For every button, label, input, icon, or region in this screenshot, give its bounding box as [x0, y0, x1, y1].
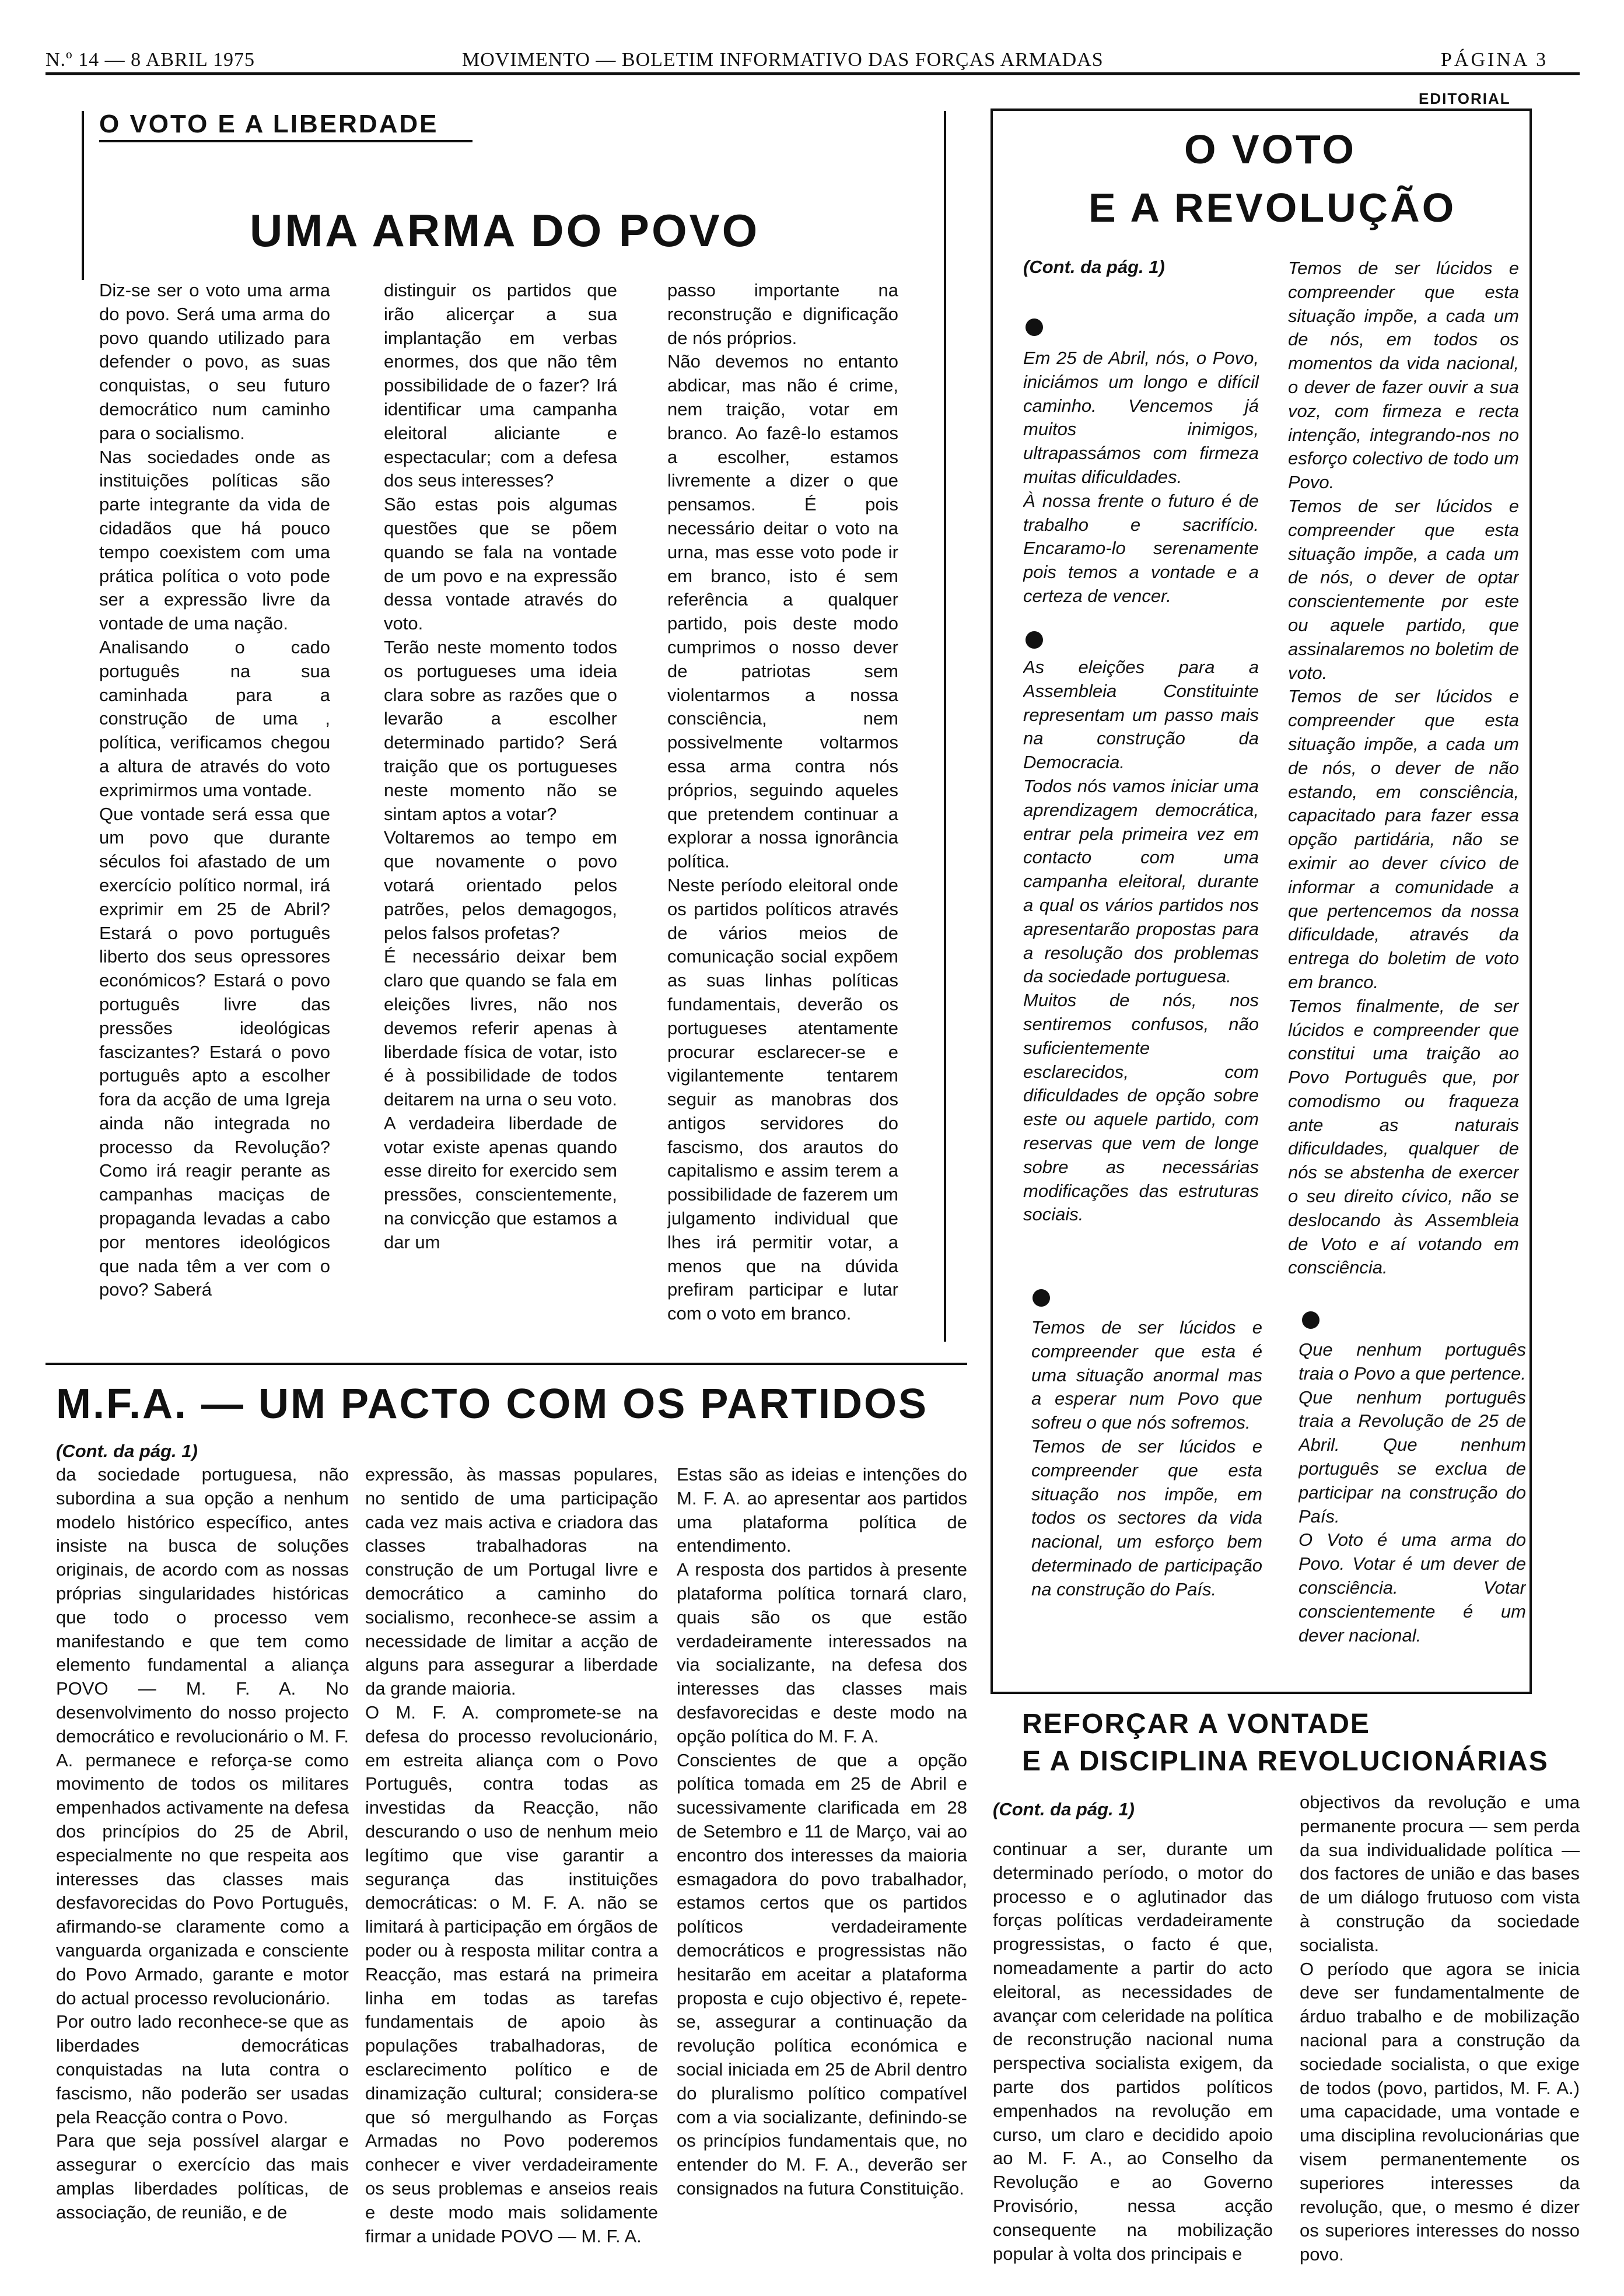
editorial-column-1b: As eleições para a Assembleia Constituinte representam um passo mais na construção da Democracia. Todos nós vamos iniciar uma aprendizagem democrática, entrar pela primeira vez em contacto com uma campanha eleitoral, durante a qual os vários partidos nos apresentarão propostas para a resolução dos problemas da sociedade portuguesa. Muitos de nós, nos sentiremos confusos, não suficientemente esclarecidos, com dificuldades de opção sobre este ou aquele partido, com reservas que vem de longe sobre as necessárias modificações das estruturas sociais. [1023, 657, 1259, 1225]
editorial-continued-note: (Cont. da pág. 1) [1023, 257, 1165, 277]
editorial-headline-line-1: O VOTO [1184, 127, 1356, 172]
masthead-title: MOVIMENTO — BOLETIM INFORMATIVO DAS FORÇAS ARMADAS [462, 49, 1104, 71]
editorial-headline-line-2: E A REVOLUÇÃO [1088, 185, 1457, 230]
article2-continued-note: (Cont. da pág. 1) [56, 1441, 198, 1461]
editorial-column-2b: Que nenhum português traia o Povo a que pertence. Que nenhum português traia a Revolução de 25 de Abril. Que nenhum português se exclua de participar na construção do País. O Voto é uma arma do Povo. Votar é um dever de consciência. Votar conscientemente é um dever nacional. [1298, 1339, 1526, 1646]
editorial-bullet-2 [1026, 631, 1043, 649]
editorial-bullet-4 [1302, 1311, 1320, 1329]
header-rule [46, 72, 1580, 75]
editorial-column-2: Temos de ser lúcidos e compreender que esta situação impõe, a cada um de nós, em todos os momentos da vida nacional, o dever de fazer ouvir a sua voz, com firmeza e recta intenção, integrando-nos no esforço colectivo de todo um Povo. Temos de ser lúcidos e compreender que esta situação impõe, a cada um de nós, o dever de optar conscientemente por este ou aquele partido, que assinalaremos no boletim de voto. Temos de ser lúcidos e compreender que esta situação impõe, a cada um de nós, o dever de não estando, em consciência, capacitado para fazer essa opção partidária, não se eximir ao dever cívico de informar a comunidade a que pertencemos da nossa dificuldade, através da entrega do boletim de voto em branco. Temos finalmente, de ser lúcidos e compreender que constitui uma traição ao Povo Português que, por comodismo ou fraqueza ante as naturais dificuldades, qualquer de nós se abstenha de exercer o seu direito cívico, não se deslocando às Assembleia de Voto e aí votando em consciência. [1288, 258, 1519, 1278]
article2-column-3: Estas são as ideias e intenções do M. F. A. ao apresentar aos partidos uma plataforma política de entendimento. A resposta dos partidos à presente plataforma política tornará claro, quais são os que estão verdadeiramente interessados na via socializante, na defesa dos interesses das classes mais desfavorecidas e deste modo na opção política do M. F. A. Conscientes de que a opção política tomada em 25 de Abril e sucessivamente clarificada em 28 de Setembro e 11 de Março, vai ao encontro dos interesses da maioria esmagadora do povo trabalhador, estamos certos que os partidos políticos verdadeiramente democráticos e progressistas não hesitarão em aceitar a plataforma proposta e cujo objectivo é, repete-se, assegurar a continuação da revolução política económica e social iniciada em 25 de Abril dentro do pluralismo político compatível com a via socializante, definindo-se os princípios fundamentais que, no entender do M. F. A., deverão ser consignados na futura Constituição. [677, 1464, 967, 2199]
article-right-rule [944, 111, 946, 1342]
article2-column-2: expressão, às massas populares, no sentido de uma participação cada vez mais activa e criadora das classes trabalhadoras na construção de um Portugal livre e democrático a caminho do socialismo, reconhece-se assim a necessidade de limitar a acção de alguns para assegurar a liberdade da grande maioria. O M. F. A. compromete-se na defesa do processo revolucionário, em estreita aliança com o Povo Português, contra todas as investidas da Reacção, não descurando o uso de nenhum meio legítimo que vise garantir a segurança das instituições democráticas: o M. F. A. não se limitará à participação em órgãos de poder ou à resposta militar contra a Reacção, mas estará na primeira linha em todas as tarefas fundamentais de apoio às populações trabalhadoras, de esclarecimento político e de dinamização cultural; considera-se que só mergulhando as Forças Armadas no Povo poderemos conhecer e viver verdadeiramente os seus problemas e anseios reais e deste modo mais solidamente firmar a unidade POVO — M. F. A. [365, 1464, 658, 2246]
editorial-label: EDITORIAL [1412, 90, 1518, 108]
article-headline: UMA ARMA DO POVO [250, 205, 760, 256]
article-kicker: O VOTO E A LIBERDADE [99, 110, 439, 138]
page-number: PÁGINA 3 [1441, 49, 1549, 71]
article2-column-1: da sociedade portuguesa, não subordina a sua opção a nenhum modelo histórico específico, antes insiste na busca de soluções originais, de acordo com as nossas próprias singularidades históricas que todo o processo vem manifestando e que tem como elemento fundamental a aliança POVO — M. F. A. No desenvolvimento do nosso projecto democrático e revolucionário o M. F. A. permanece e reforça-se como movimento de todos os militares empenhados activamente na defesa dos princípios do 25 de Abril, especialmente no que respeita aos interesses das classes mais desfavorecidas do Povo Português, afirmando-se claramente como a vanguarda organizada e consciente do Povo Armado, garante e motor do actual processo revolucionário. Por outro lado reconhece-se que as liberdades democráticas conquistadas na luta contra o fascismo, não poderão ser usadas pela Reacção contra o Povo. Para que seja possível alargar e assegurar o exercício das mais amplas liberdades políticas, de associação, de reunião, e de [56, 1464, 349, 2222]
article1-column-3: passo importante na reconstrução e dignificação de nós próprios. Não devemos no entanto abdicar, mas não é crime, nem traição, votar em branco. Ao fazê-lo estamos a escolher, estamos livremente a dizer o que pensamos. É pois necessário deitar o voto na urna, mas esse voto pode ir em branco, isto é sem referência a qualquer partido, pois deste modo cumprimos o nosso dever de patriotas sem violentarmos a nossa consciência, nem possivelmente voltarmos essa arma contra nós próprios, seguindo aqueles que pretendem continuar a explorar a nossa ignorância política. Neste período eleitoral onde os partidos políticos através de vários meios de comunicação social expõem as suas linhas políticas fundamentais, deverão os portugueses atentamente procurar esclarecer-se e vigilantemente tentarem seguir as manobras dos antigos servidores do fascismo, dos arautos do capitalismo e assim terem a possibilidade de fazerem um julgamento individual que lhes irá permitir votar, a menos que na dúvida prefiram participar e lutar com o voto em branco. [667, 280, 898, 1324]
article1-column-1: Diz-se ser o voto uma arma do povo. Será uma arma do povo quando utilizado para defender o povo, as suas conquistas, o seu futuro democrático num caminho para o socialismo. Nas sociedades onde as instituições políticas são parte integrante da vida de cidadãos que há pouco tempo coexistem com uma prática política o voto pode ser a expressão livre da vontade de uma nação. Analisando o cado português na sua caminhada para a construção de uma , política, verificamos chegou a altura de através do voto exprimirmos uma vontade. Que vontade será essa que um povo que durante séculos foi afastado de um exercício político normal, irá exprimir em 25 de Abril? Estará o povo português liberto dos seus opressores económicos? Estará o povo português livre das pressões ideológicas fascizantes? Estará o povo português apto a escolher fora da acção de uma Igreja ainda não integrada no processo da Revolução? Como irá reagir perante as campanhas maciças de propaganda levadas a cabo por mentores ideológicos que nada têm a ver com o povo? Saberá [99, 280, 330, 1300]
editorial-bullet-3 [1032, 1289, 1050, 1307]
editorial-column-1a: Em 25 de Abril, nós, o Povo, iniciámos um longo e difícil caminho. Vencemos já muitos inimigos, ultrapassámos com firmeza muitas dificuldades. À nossa frente o futuro é de trabalho e sacrifício. Encaramo-lo serenamente pois temos a vontade e a certeza de vencer. [1023, 348, 1259, 606]
article3-headline-line-1: REFORÇAR A VONTADE [1022, 1709, 1370, 1740]
kicker-underline [99, 140, 473, 142]
article3-headline-line-2: E A DISCIPLINA REVOLUCIONÁRIAS [1022, 1746, 1549, 1777]
article-left-rule [82, 111, 84, 280]
article3-continued-note: (Cont. da pág. 1) [993, 1799, 1135, 1819]
issue-info: N.º 14 — 8 ABRIL 1975 [46, 49, 255, 71]
article3-column-2: objectivos da revolução e uma permanente procura — sem perda da sua individualidade política — dos factores de união e das bases de um diálogo frutuoso com vista à construção da sociedade socialista. O período que agora se inicia deve ser fundamentalmente de árduo trabalho e de mobilização nacional para a construção da sociedade socialista, o que exige de todos (povo, partidos, M. F. A.) uma capacidade, uma vontade e uma disciplina revolucionárias que visem permanentemente os superiores interesses da revolução, que, o mesmo é dizer os superiores interesses do nosso povo. [1300, 1792, 1580, 2265]
article2-headline: M.F.A. — UM PACTO COM OS PARTIDOS [56, 1381, 929, 1427]
editorial-bullet-1 [1026, 318, 1043, 336]
article2-top-rule [46, 1363, 967, 1365]
article3-column-1: continuar a ser, durante um determinado período, o motor do processo e o aglutinador das forças políticas verdadeiramente progressistas, o facto é que, nomeadamente a partir do acto eleitoral, as necessidades de avançar com celeridade na política de reconstrução nacional numa perspectiva socialista exigem, da parte dos partidos políticos empenhados na revolução em curso, um claro e decidido apoio ao M. F. A., ao Conselho da Revolução e ao Governo Provisório, nessa acção consequente na mobilização popular à volta dos principais e [993, 1839, 1273, 2264]
article1-column-2: distinguir os partidos que irão alicerçar a sua implantação em verbas enormes, dos que não têm possibilidade de o fazer? Irá identificar uma campanha eleitoral aliciante e espectacular; com a defesa dos seus interesses? São estas pois algumas questões que se põem quando se fala na vontade de um povo e na expressão dessa vontade através do voto. Terão neste momento todos os portugueses uma ideia clara sobre as razões que o levarão a escolher determinado partido? Será traição que os portugueses neste momento não se sintam aptos a votar? Voltaremos ao tempo em que novamente o povo votará orientado pelos patrões, pelos demagogos, pelos falsos profetas? É necessário deixar bem claro que quando se fala em eleições livres, não nos devemos referir apenas à liberdade física de votar, isto é à possibilidade de todos deitarem na urna o seu voto. A verdadeira liberdade de votar existe apenas quando esse direito for exercido sem pressões, conscientemente, na convicção que estamos a dar um [384, 280, 617, 1252]
editorial-column-1c: Temos de ser lúcidos e compreender que esta é uma situação anormal mas a esperar num Povo que sofreu o que nós sofremos. Temos de ser lúcidos e compreender que esta situação nos impõe, em todos os sectores da vida nacional, um esforço bem determinado de participação na construção do País. [1031, 1317, 1262, 1600]
